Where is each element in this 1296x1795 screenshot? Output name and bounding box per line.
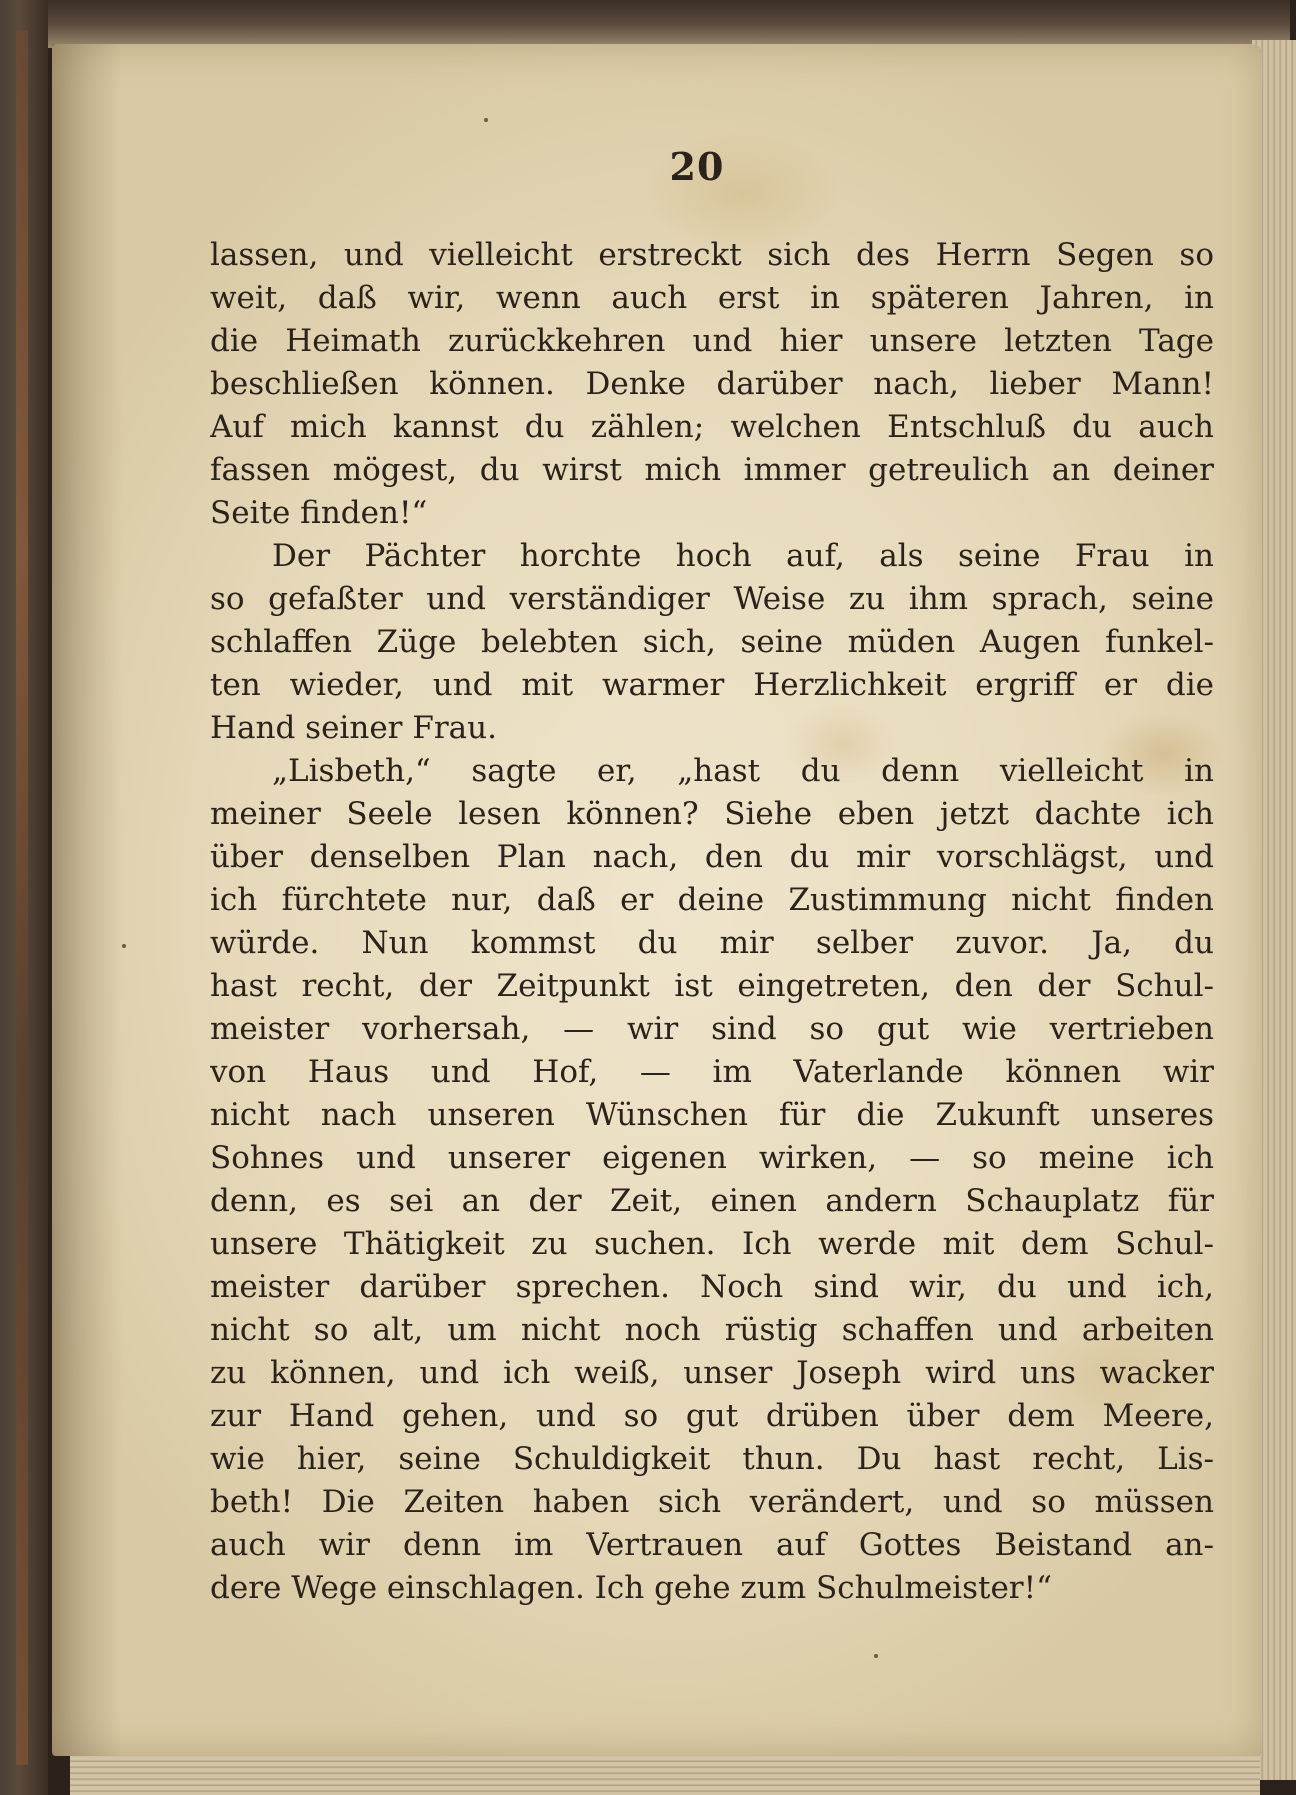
page-number: 20	[669, 144, 725, 189]
text-line: ten wieder, und mit warmer Herzlichkeit ergriff er die	[210, 667, 1214, 703]
gutter-shadow	[52, 44, 122, 1756]
text-line: Auf mich kannst du zählen; welchen Entschluß du auch	[210, 409, 1214, 445]
text-line: lassen, und vielleicht erstreckt sich des Herrn Segen so	[210, 237, 1214, 273]
text-line: auch wir denn im Vertrauen auf Gottes Beistand an-	[210, 1527, 1214, 1563]
paragraph-1	[210, 234, 1214, 535]
text-line: meiner Seele lesen können? Siehe eben jetzt dachte ich	[210, 796, 1214, 832]
text-line: würde. Nun kommst du mir selber zuvor. Ja, du	[210, 925, 1214, 961]
text-line: hast recht, der Zeitpunkt ist eingetreten, den der Schul-	[210, 968, 1214, 1004]
body-text	[210, 234, 1214, 1610]
book-spine	[0, 0, 48, 1795]
text-line: meister darüber sprechen. Noch sind wir, du und ich,	[210, 1269, 1214, 1305]
text-line: Seite finden!“	[210, 495, 428, 531]
text-line: von Haus und Hof, — im Vaterlande können wir	[210, 1054, 1214, 1090]
text-line: fassen mögest, du wirst mich immer getreulich an deiner	[210, 452, 1214, 488]
text-line: nicht so alt, um nicht noch rüstig schaffen und arbeiten	[210, 1312, 1214, 1348]
text-line: zu können, und ich weiß, unser Joseph wird uns wacker	[210, 1355, 1214, 1391]
text-line: Hand seiner Frau.	[210, 710, 497, 746]
text-line: so gefaßter und verständiger Weise zu ihm sprach, seine	[210, 581, 1214, 617]
text-line: weit, daß wir, wenn auch erst in späteren Jahren, in	[210, 280, 1214, 316]
text-line: beth! Die Zeiten haben sich verändert, und so müssen	[210, 1484, 1214, 1520]
text-line: wie hier, seine Schuldigkeit thun. Du hast recht, Lis-	[210, 1441, 1214, 1477]
text-line: beschließen können. Denke darüber nach, lieber Mann!	[210, 366, 1214, 402]
paper-speck	[874, 1654, 878, 1658]
paragraph-3	[210, 750, 1214, 1610]
text-line: nicht nach unseren Wünschen für die Zukunft unseres	[210, 1097, 1214, 1133]
text-line: die Heimath zurückkehren und hier unsere letzten Tage	[210, 323, 1214, 359]
text-line: meister vorhersah, — wir sind so gut wie vertrieben	[210, 1011, 1214, 1047]
spine-leather-strip	[16, 30, 28, 1765]
text-line: denn, es sei an der Zeit, einen andern Schauplatz für	[210, 1183, 1214, 1219]
text-line: schlaffen Züge belebten sich, seine müden Augen funkel-	[210, 624, 1214, 660]
book-page	[52, 44, 1262, 1756]
text-line: dere Wege einschlagen. Ich gehe zum Schulmeister!“	[210, 1570, 1052, 1606]
text-line: zur Hand gehen, und so gut drüben über dem Meere,	[210, 1398, 1214, 1434]
text-line: über denselben Plan nach, den du mir vorschlägst, und	[210, 839, 1214, 875]
top-binding-edge	[40, 0, 1290, 48]
text-line: Sohnes und unserer eigenen wirken, — so meine ich	[210, 1140, 1214, 1176]
text-line: Der Pächter horchte hoch auf, als seine Frau in	[272, 538, 1214, 574]
paragraph-2	[210, 535, 1214, 750]
text-line: „Lisbeth,“ sagte er, „hast du denn vielleicht in	[272, 753, 1214, 789]
paper-speck	[122, 944, 126, 948]
text-line: unsere Thätigkeit zu suchen. Ich werde mit dem Schul-	[210, 1226, 1214, 1262]
paper-speck	[484, 118, 488, 122]
text-line: ich fürchtete nur, daß er deine Zustimmung nicht finden	[210, 882, 1214, 918]
